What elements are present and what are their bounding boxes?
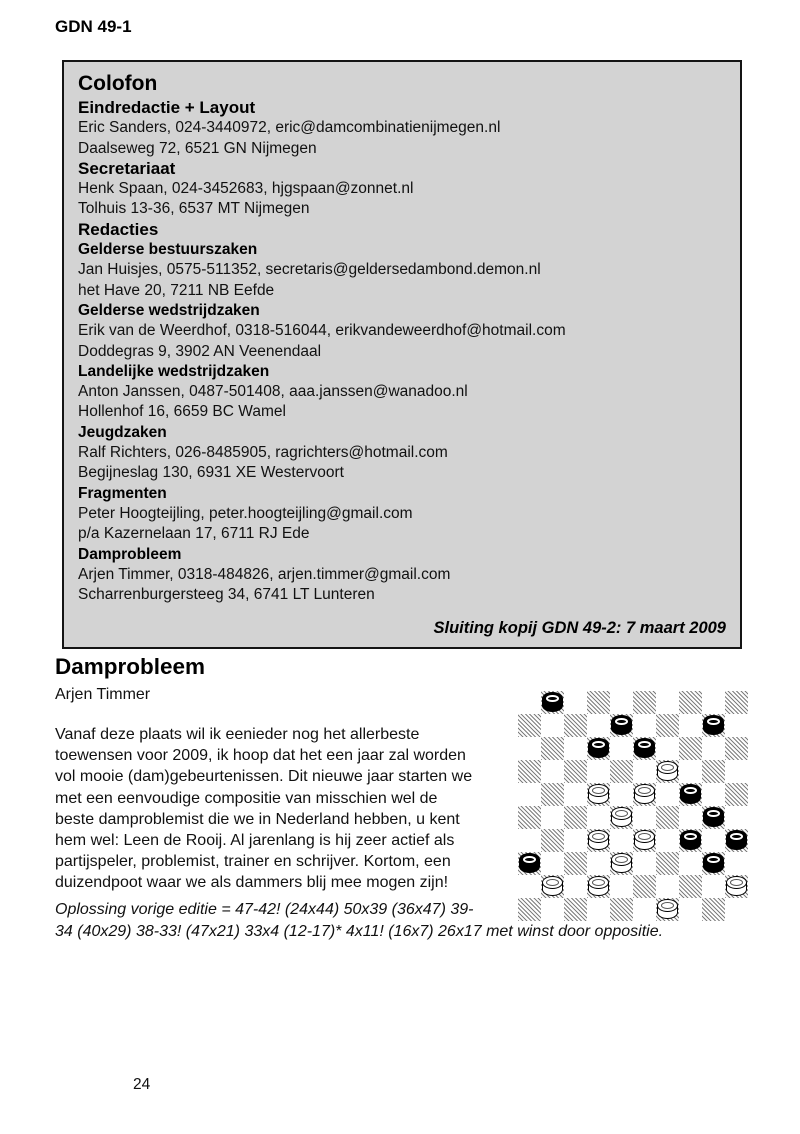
board-square bbox=[610, 875, 633, 898]
board-square bbox=[541, 852, 564, 875]
colofon-line: Doddegras 9, 3902 AN Veenendaal bbox=[78, 342, 322, 360]
white-piece bbox=[634, 784, 655, 804]
board-square bbox=[587, 806, 610, 829]
board-square bbox=[656, 852, 679, 875]
black-piece bbox=[588, 738, 609, 758]
board-square bbox=[679, 852, 702, 875]
board-square bbox=[541, 737, 564, 760]
piece-top-ring bbox=[730, 879, 743, 886]
board-square bbox=[702, 691, 725, 714]
article-body bbox=[55, 724, 472, 894]
article-body-line: hem wel: Leen de Rooij. Al jarenlang is hij zeer actief als bbox=[55, 832, 455, 850]
board-square bbox=[725, 852, 748, 875]
solution-paragraph bbox=[55, 899, 663, 942]
white-piece bbox=[588, 876, 609, 896]
board-square bbox=[702, 714, 725, 737]
board-square bbox=[564, 691, 587, 714]
board-square bbox=[679, 691, 702, 714]
board-square bbox=[587, 737, 610, 760]
board-square bbox=[518, 829, 541, 852]
colofon-section-heading: Secretariaat bbox=[78, 158, 176, 178]
board-square bbox=[725, 783, 748, 806]
white-piece bbox=[542, 876, 563, 896]
piece-top-ring bbox=[592, 833, 605, 840]
piece-top-ring bbox=[638, 741, 651, 749]
board-square bbox=[518, 875, 541, 898]
board-square bbox=[679, 898, 702, 921]
board-square bbox=[610, 783, 633, 806]
board-square bbox=[656, 806, 679, 829]
board-square bbox=[656, 875, 679, 898]
board-square bbox=[656, 829, 679, 852]
board-square bbox=[518, 714, 541, 737]
board-square bbox=[656, 760, 679, 783]
board-square bbox=[679, 783, 702, 806]
colofon-section-heading: Gelderse wedstrijdzaken bbox=[78, 301, 260, 319]
board-square bbox=[564, 760, 587, 783]
colofon-section-heading: Gelderse bestuurszaken bbox=[78, 241, 258, 259]
piece-top-ring bbox=[523, 856, 536, 864]
board-square bbox=[702, 852, 725, 875]
colofon-section-heading: Eindredactie + Layout bbox=[78, 98, 256, 117]
board-square bbox=[656, 737, 679, 760]
board-square bbox=[564, 714, 587, 737]
article-body-line: vol mooie (dam)gebeurtenissen. Dit nieuwe jaar starten we bbox=[55, 768, 473, 786]
piece-top-ring bbox=[638, 787, 651, 794]
colofon-line: p/a Kazernelaan 17, 6711 RJ Ede bbox=[78, 525, 310, 543]
colofon-section-heading: Damprobleem bbox=[78, 545, 182, 563]
board-square bbox=[610, 806, 633, 829]
board-square bbox=[633, 806, 656, 829]
colofon-section-heading: Jeugdzaken bbox=[78, 423, 167, 441]
board-square bbox=[541, 760, 564, 783]
white-piece bbox=[634, 830, 655, 850]
board-square bbox=[518, 852, 541, 875]
board-square bbox=[587, 760, 610, 783]
colofon-line: Daalseweg 72, 6521 GN Nijmegen bbox=[78, 139, 317, 157]
piece-top-ring bbox=[546, 695, 559, 703]
black-piece bbox=[703, 853, 724, 873]
piece-top-ring bbox=[707, 718, 720, 726]
board-square bbox=[541, 806, 564, 829]
colofon-line: Scharrenburgersteeg 34, 6741 LT Lunteren bbox=[78, 586, 375, 604]
colofon-line: Henk Spaan, 024-3452683, hjgspaan@zonnet.nl bbox=[78, 180, 414, 198]
piece-top-ring bbox=[661, 764, 674, 771]
piece-top-ring bbox=[615, 810, 628, 817]
board-square bbox=[656, 714, 679, 737]
board-square bbox=[610, 852, 633, 875]
board-square bbox=[656, 783, 679, 806]
colofon-line: Tolhuis 13-36, 6537 MT Nijmegen bbox=[78, 200, 310, 218]
board-square bbox=[610, 714, 633, 737]
piece-top-ring bbox=[615, 856, 628, 863]
black-piece bbox=[519, 853, 540, 873]
colofon-sections bbox=[78, 98, 726, 605]
colofon-line: Begijneslag 130, 6931 XE Westervoort bbox=[78, 464, 344, 482]
board-square bbox=[633, 714, 656, 737]
colofon-box bbox=[62, 60, 742, 649]
board-square bbox=[564, 783, 587, 806]
colofon-title: Colofon bbox=[78, 72, 158, 95]
colofon-line: Eric Sanders, 024-3440972, eric@damcombinatienijmegen.nl bbox=[78, 119, 501, 137]
white-piece bbox=[588, 830, 609, 850]
board-square bbox=[725, 806, 748, 829]
piece-top-ring bbox=[592, 741, 605, 749]
colofon-line: Peter Hoogteijling, peter.hoogteijling@gmail.com bbox=[78, 504, 413, 522]
solution-line: 34 (40x29) 38-33! (47x21) 33x4 (12-17)* 4x11! (16x7) 26x17 met winst door oppositie. bbox=[55, 922, 664, 940]
piece-top-ring bbox=[707, 856, 720, 864]
board-square bbox=[702, 829, 725, 852]
board-square bbox=[633, 829, 656, 852]
board-square bbox=[679, 714, 702, 737]
board-square bbox=[679, 829, 702, 852]
board-square bbox=[610, 737, 633, 760]
piece-top-ring bbox=[730, 833, 743, 841]
colofon-line: Erik van de Weerdhof, 0318-516044, erikvandeweerdhof@hotmail.com bbox=[78, 322, 566, 340]
piece-top-ring bbox=[638, 833, 651, 840]
board-square bbox=[541, 714, 564, 737]
board-square bbox=[518, 737, 541, 760]
white-piece bbox=[588, 784, 609, 804]
white-piece bbox=[611, 853, 632, 873]
colofon-line: Jan Huisjes, 0575-511352, secretaris@geldersedambond.demon.nl bbox=[78, 261, 541, 279]
board-square bbox=[633, 852, 656, 875]
board-square bbox=[702, 898, 725, 921]
colofon-line: Ralf Richters, 026-8485905, ragrichters@hotmail.com bbox=[78, 444, 448, 462]
piece-top-ring bbox=[684, 833, 697, 841]
board-square bbox=[610, 829, 633, 852]
board-square bbox=[702, 783, 725, 806]
board-square bbox=[518, 806, 541, 829]
board-square bbox=[610, 760, 633, 783]
page-header: GDN 49-1 bbox=[55, 17, 132, 36]
board-square bbox=[518, 783, 541, 806]
black-piece bbox=[634, 738, 655, 758]
board-square bbox=[564, 737, 587, 760]
draughts-board bbox=[518, 691, 748, 921]
white-piece bbox=[726, 876, 747, 896]
piece-top-ring bbox=[684, 787, 697, 795]
article-body-line: beste damproblemist die we in Nederland hebben, u kent bbox=[55, 810, 460, 828]
board-square bbox=[587, 691, 610, 714]
colofon-line: het Have 20, 7211 NB Eefde bbox=[78, 281, 275, 299]
board-square bbox=[541, 783, 564, 806]
board-square bbox=[633, 691, 656, 714]
black-piece bbox=[542, 692, 563, 712]
board-square bbox=[587, 714, 610, 737]
black-piece bbox=[611, 715, 632, 735]
board-square bbox=[518, 691, 541, 714]
board-square bbox=[518, 760, 541, 783]
board-square bbox=[610, 691, 633, 714]
article-body-line: partijspeler, problemist, trainer en schrijver. Kortom, een bbox=[55, 853, 451, 871]
board-square bbox=[702, 737, 725, 760]
board-square bbox=[633, 760, 656, 783]
black-piece bbox=[680, 830, 701, 850]
colofon-deadline: Sluiting kopij GDN 49-2: 7 maart 2009 bbox=[433, 619, 726, 638]
board-square bbox=[541, 691, 564, 714]
board-square bbox=[702, 760, 725, 783]
colofon-section-heading: Fragmenten bbox=[78, 484, 167, 502]
board-square bbox=[679, 737, 702, 760]
board-square bbox=[679, 875, 702, 898]
board-square bbox=[725, 691, 748, 714]
article-author: Arjen Timmer bbox=[55, 686, 151, 703]
colofon-line: Anton Janssen, 0487-501408, aaa.janssen@wanadoo.nl bbox=[78, 383, 468, 401]
board-square bbox=[541, 829, 564, 852]
colofon-line: Arjen Timmer, 0318-484826, arjen.timmer@gmail.com bbox=[78, 565, 451, 583]
board-square bbox=[564, 852, 587, 875]
article-body-line: Vanaf deze plaats wil ik eenieder nog het allerbeste bbox=[55, 726, 420, 743]
board-square bbox=[587, 829, 610, 852]
black-piece bbox=[726, 830, 747, 850]
board-square bbox=[633, 875, 656, 898]
article-body-line: toewensen voor 2009, ik hoop dat het een jaar zal worden bbox=[55, 747, 466, 765]
article-title: Damprobleem bbox=[55, 654, 206, 679]
piece-top-ring bbox=[615, 718, 628, 726]
board-square bbox=[725, 875, 748, 898]
board-square bbox=[725, 760, 748, 783]
board-square bbox=[679, 806, 702, 829]
board-square bbox=[702, 875, 725, 898]
black-piece bbox=[680, 784, 701, 804]
board-square bbox=[656, 691, 679, 714]
page-number: 24 bbox=[133, 1076, 151, 1093]
board-square bbox=[541, 875, 564, 898]
board-square bbox=[633, 783, 656, 806]
board-square bbox=[725, 898, 748, 921]
piece-top-ring bbox=[707, 810, 720, 818]
white-piece bbox=[611, 807, 632, 827]
colofon-section-heading: Landelijke wedstrijdzaken bbox=[78, 362, 270, 380]
board-square bbox=[633, 737, 656, 760]
board-square bbox=[679, 760, 702, 783]
piece-top-ring bbox=[592, 787, 605, 794]
board-square bbox=[564, 875, 587, 898]
board-square bbox=[587, 852, 610, 875]
board-square bbox=[725, 714, 748, 737]
board-square bbox=[725, 737, 748, 760]
piece-top-ring bbox=[592, 879, 605, 886]
board-square bbox=[564, 806, 587, 829]
solution-line: Oplossing vorige editie = 47-42! (24x44) 50x39 (36x47) 39- bbox=[55, 901, 474, 918]
white-piece bbox=[657, 761, 678, 781]
board-square bbox=[725, 829, 748, 852]
article-body-line: met een eenvoudige compositie van misschien wel de bbox=[55, 789, 438, 807]
colofon-line: Hollenhof 16, 6659 BC Wamel bbox=[78, 403, 286, 421]
board-square bbox=[564, 829, 587, 852]
article-body-line: duizendpoot waar we als dammers blij mee mogen zijn! bbox=[55, 874, 449, 892]
colofon-section-heading: Redacties bbox=[78, 219, 159, 239]
board-square bbox=[587, 875, 610, 898]
piece-top-ring bbox=[546, 879, 559, 886]
black-piece bbox=[703, 807, 724, 827]
board-square bbox=[702, 806, 725, 829]
black-piece bbox=[703, 715, 724, 735]
board-square bbox=[587, 783, 610, 806]
